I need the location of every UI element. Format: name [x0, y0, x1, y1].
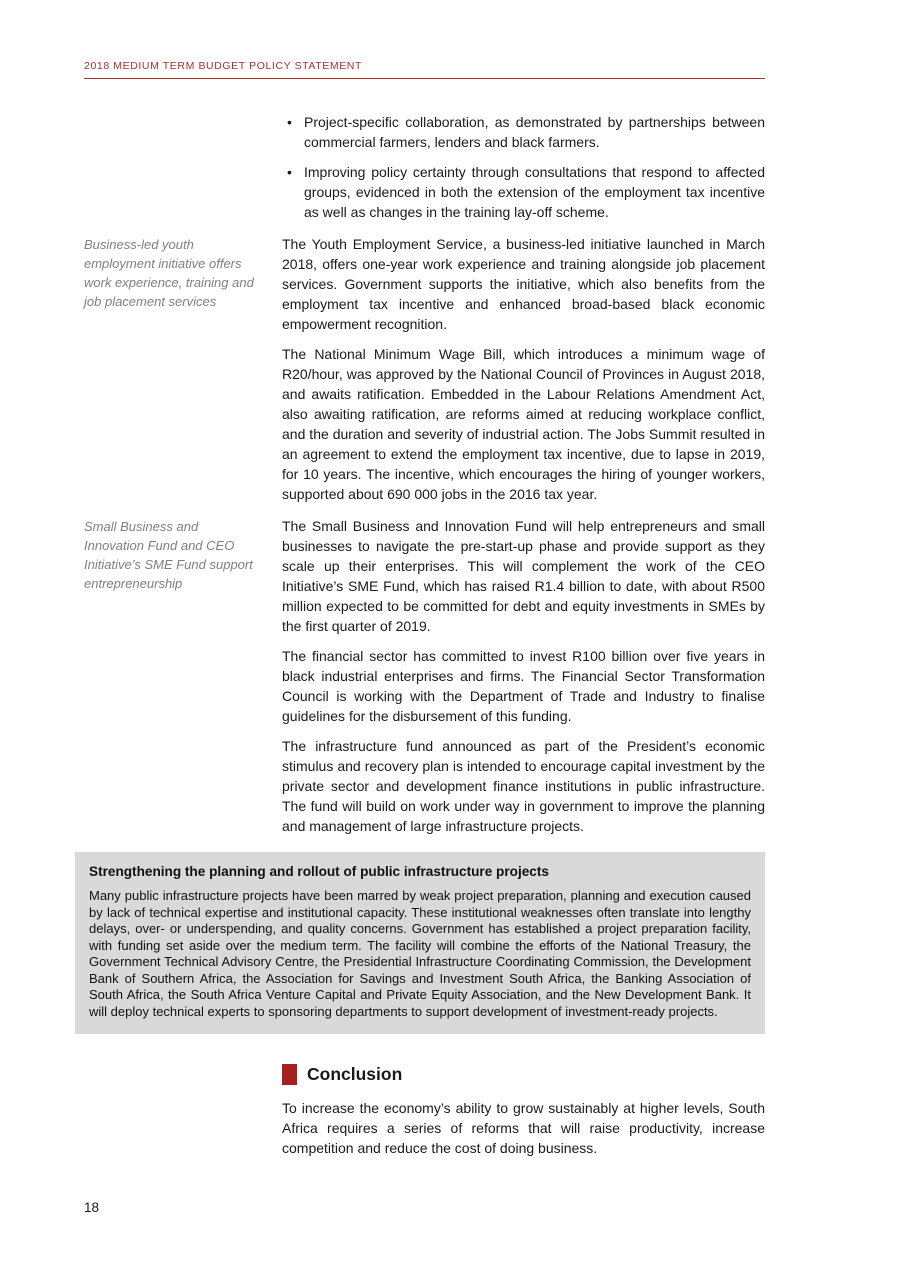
margin-column — [84, 516, 282, 593]
body-paragraph: The Small Business and Innovation Fund will help entrepreneurs and small businesses to navigate the pre-start-up phase and provide support as they scale up their enterprises. This will complement the work of the CEO Initiative’s SME Fund, which has raised R1.4 billion to date, with about R500 million expected to be committed for debt and equity investments in SMEs by the first quarter of 2019. — [282, 518, 765, 634]
body-paragraph: The financial sector has committed to invest R100 billion over five years in black industrial enterprises and firms. The Financial Sector Transformation Council is working with the Department of Trade and Industry to finalise guidelines for the disbursement of this funding. — [282, 648, 765, 724]
body-paragraph: The Youth Employment Service, a business-led initiative launched in March 2018, offers one-year work experience and training alongside job placement services. Government supports the initiative, which also benefits from the employment tax incentive and enhanced broad-based black economic empowerment recognition. — [282, 236, 765, 332]
bullet-icon: • — [287, 114, 292, 130]
page-number: 18 — [84, 1200, 100, 1215]
body-paragraph: The infrastructure fund announced as part of the President’s economic stimulus and recovery plan is intended to encourage capital investment by the private sector and development finance institutions in public infrastructure. The fund will build on work under way in government to improve the planning and management of large infrastructure projects. — [282, 738, 765, 834]
bullet-text: Project-specific collaboration, as demonstrated by partnerships between commercial farmers, lenders and black farmers. — [304, 114, 765, 150]
bullet-item — [282, 112, 765, 152]
body-paragraph: The National Minimum Wage Bill, which introduces a minimum wage of R20/hour, was approved by the National Council of Provinces in August 2018, and awaits ratification. Embedded in the Labour Relations Amendment Act, also awaiting ratification, are reforms aimed at reducing workplace conflict, and the duration and severity of industrial action. The Jobs Summit resulted in an agreement to extend the employment tax incentive, due to lapse in 2019, for 10 years. The incentive, which encourages the hiring of younger workers, supported about 690 000 jobs in the 2016 tax year. — [282, 346, 765, 502]
conclusion-heading — [282, 1064, 765, 1085]
main-column — [282, 234, 765, 514]
header-rule — [84, 78, 765, 79]
info-box-body: Many public infrastructure projects have been marred by weak project preparation, planning and execution caused by lack of technical expertise and institutional capacity. These institutional weaknesses often translate into lengthy delays, over- or underspending, and quality concerns. Government has established a project preparation facility, with funding set aside over the medium term. The facility will combine the efforts of the National Treasury, the Government Technical Advisory Centre, the Presidential Infrastructure Coordinating Commission, the Development Bank of Southern Africa, the Association for Savings and Investment South Africa, the Banking Association of South Africa, the South Africa Venture Capital and Private Equity Association, and the New Development Bank. It will deploy technical experts to sponsoring departments to support development of investment-ready projects. — [89, 888, 751, 1019]
info-box-title: Strengthening the planning and rollout of public infrastructure projects — [89, 864, 549, 879]
bullet-list — [282, 112, 765, 222]
bullet-item — [282, 162, 765, 222]
margin-note: Business-led youth employment initiative offers work experience, training and job placement services — [84, 237, 254, 309]
content-row-bullets — [84, 112, 765, 232]
page-content — [84, 112, 765, 1158]
margin-column — [84, 234, 282, 311]
content-row-section-2 — [84, 516, 765, 846]
info-box — [75, 852, 765, 1034]
content-row-section-1 — [84, 234, 765, 514]
main-column — [282, 112, 765, 232]
section-marker-block — [282, 1064, 297, 1085]
bullet-icon: • — [287, 164, 292, 180]
conclusion-title: Conclusion — [307, 1064, 403, 1084]
margin-note: Small Business and Innovation Fund and CEO Initiative’s SME Fund support entrepreneurship — [84, 519, 253, 591]
running-header-title: 2018 MEDIUM TERM BUDGET POLICY STATEMENT — [84, 60, 362, 72]
document-header — [84, 60, 765, 79]
bullet-text: Improving policy certainty through consultations that respond to affected groups, evidenced in both the extension of the employment tax incentive as well as changes in the training lay-off scheme. — [304, 164, 765, 220]
conclusion-paragraph: To increase the economy’s ability to grow sustainably at higher levels, South Africa requires a series of reforms that will raise productivity, increase competition and reduce the cost of doing business. — [282, 1100, 765, 1156]
main-column — [282, 516, 765, 846]
